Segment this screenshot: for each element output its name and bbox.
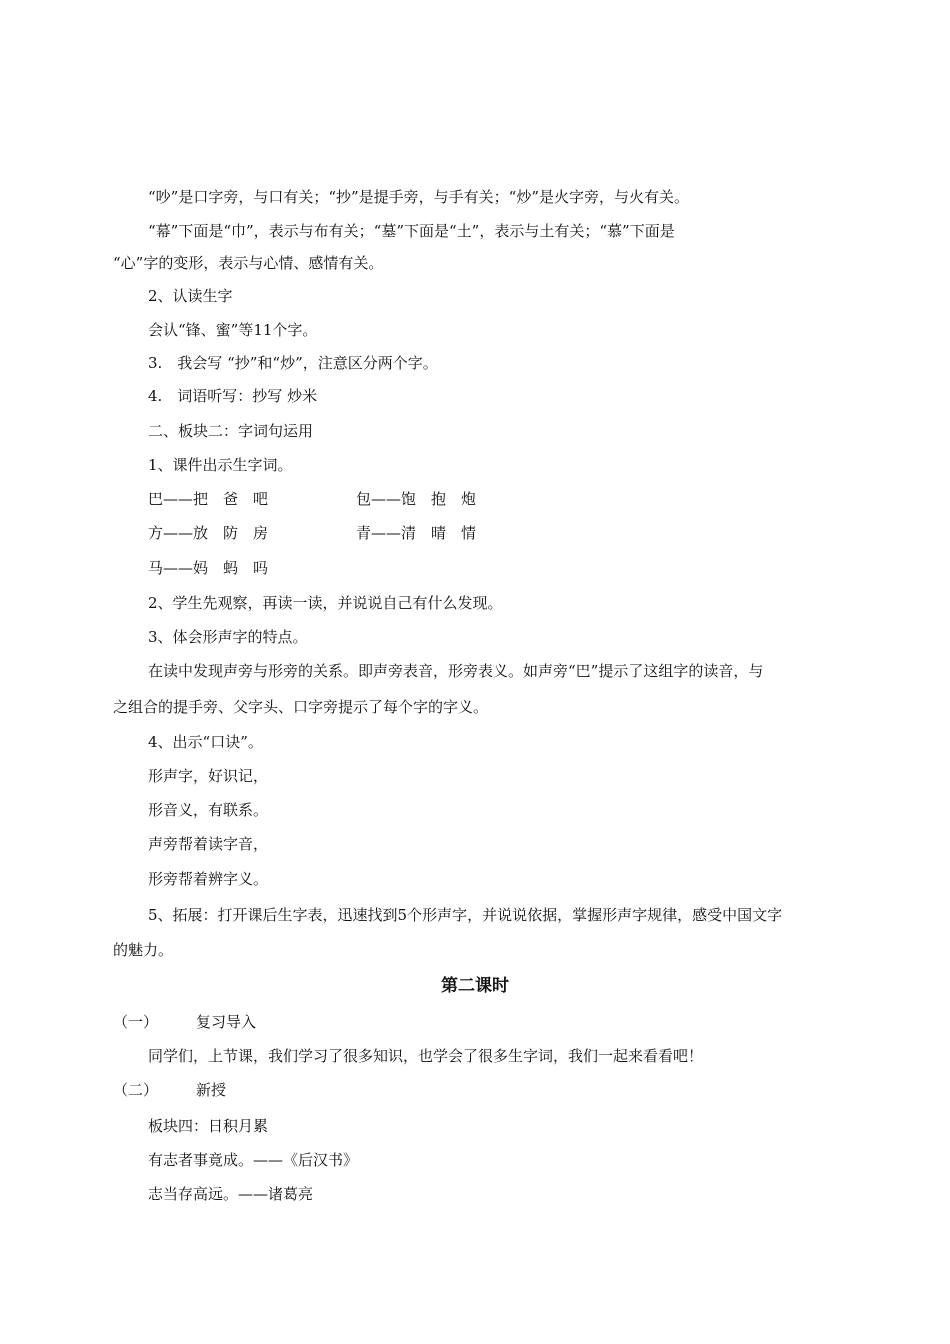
paragraph: 5、拓展：打开课后生字表，迅速找到5个形声字，并说说依据，掌握形声字规律，感受中国文字 [148, 906, 783, 924]
paragraph: 的魅力。 [113, 941, 174, 959]
paragraph: 1、课件出示生字词。 [148, 456, 293, 474]
paragraph: 4、出示“口诀”。 [148, 733, 263, 751]
word-group-right: 青——清 晴 情 [356, 524, 477, 542]
word-group-left: 巴——把 爸 吧 [148, 490, 269, 508]
paragraph: 3、体会形声字的特点。 [148, 628, 308, 646]
paragraph: 二、板块二：字词句运用 [148, 422, 314, 440]
part-number: （一） [113, 1013, 159, 1031]
word-group-left: 方——放 防 房 [148, 524, 269, 542]
paragraph: 3. 我会写 “抄”和“炒”，注意区分两个字。 [148, 354, 438, 372]
paragraph: 2、学生先观察，再读一读，并说说自己有什么发现。 [148, 594, 503, 612]
paragraph: 之组合的提手旁、父字头、口字旁提示了每个字的字义。 [113, 698, 489, 716]
part-number: （二） [113, 1081, 159, 1099]
paragraph: 2、认读生字 [148, 287, 233, 305]
paragraph: “吵”是口字旁，与口有关；“抄”是提手旁，与手有关；“炒”是火字旁，与火有关。 [148, 188, 690, 206]
rhyme-line: 形音义，有联系。 [148, 801, 269, 819]
paragraph: 4. 词语听写：抄写 炒米 [148, 387, 318, 405]
word-group-left: 马——妈 蚂 吗 [148, 559, 269, 577]
paragraph: “心”字的变形，表示与心情、感情有关。 [113, 254, 384, 272]
rhyme-line: 形声字，好识记， [148, 767, 269, 785]
word-group-right: 包——饱 抱 炮 [356, 490, 477, 508]
paragraph: 同学们，上节课，我们学习了很多知识，也学会了很多生字词，我们一起来看看吧！ [148, 1047, 704, 1065]
quote-line: 志当存高远。——诸葛亮 [148, 1185, 314, 1203]
rhyme-line: 声旁帮着读字音， [148, 835, 269, 853]
paragraph: 在读中发现声旁与形旁的关系。即声旁表音，形旁表义。如声旁“巴”提示了这组字的读音，与 [148, 662, 764, 680]
rhyme-line: 形旁帮着辨字义。 [148, 870, 269, 888]
section-title: 第二课时 [441, 976, 509, 996]
paragraph: 板块四：日积月累 [148, 1117, 269, 1135]
part-label: 新授 [196, 1081, 227, 1099]
quote-line: 有志者事竟成。——《后汉书》 [148, 1151, 359, 1169]
part-label: 复习导入 [196, 1013, 257, 1031]
paragraph: 会认“锋、蜜”等11个字。 [148, 321, 318, 339]
paragraph: “幕”下面是“巾”，表示与布有关；“墓”下面是“土”，表示与土有关；“慕”下面是 [148, 222, 675, 240]
